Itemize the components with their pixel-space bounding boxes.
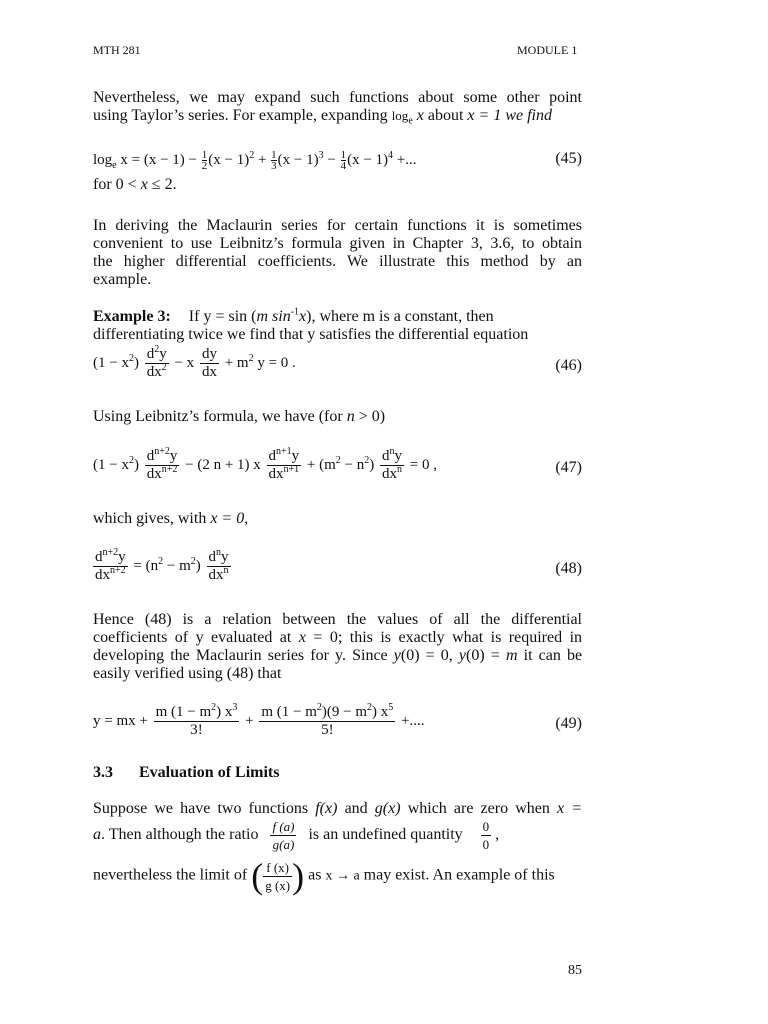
equation-47: $(1 - x^2)$ $\frac{d^{n+2}y}{dx^{n+2}}$ − (2 n + 1) x $\frac{d^{n+1}y}{dx^{n+1}}$ + $(m^2 - n^2)$ $\frac{d^ny}{dx^n}$ = 0 , (93, 446, 437, 482)
equation-45: $\log_e x = (x - 1)$ − $\frac{1}{2}$ $(x - 1)^2$ + $\frac{1}{3}$ $(x - 1)^3$ − $\frac{1}{4}$ $(x - 1)^4$ +... (93, 149, 417, 172)
example-heading: Example 3: If y = sin (m $\sin^{-1}x$), where m is a constant, then (93, 306, 494, 325)
paragraph-line: a. Then although the ratio $\frac{f (a)}{g(a)}$ is an undefined quantity $\frac{0}{0}$ , (93, 819, 500, 852)
paragraph: In deriving the Maclaurin series for certain functions it is sometimes convenient to use Leibnitz’s formula given in Chapter 3, 3.6, to obtain the higher differential coefficients. We illustrate this method by an example. (93, 217, 582, 288)
section-heading: 3.3 Evaluation of Limits (93, 764, 280, 781)
equation-number: (45) (555, 150, 582, 167)
equation-48: $\frac{d^{n+2}y}{dx^{n+2}}$ = $(n^2 - m^2)$ $\frac{d^ny}{dx^n}$ (95, 547, 229, 583)
paragraph-line: Suppose we have two functions f(x) and g(x) which are zero when x = (93, 800, 583, 817)
equation-number: (47) (555, 459, 582, 476)
paragraph-line: using Taylor’s series. For example, expanding $\log_e x$ about x = 1 we find (93, 107, 552, 127)
paragraph-line: differentiating twice we find that y satisfies the differential equation (93, 326, 529, 343)
equation-46: $(1 - x^2)$ $\frac{d^2y}{dx^2}$ − x $\frac{dy}{dx}$ + $m^2$ y = 0 . (93, 344, 296, 380)
equation-range: for 0 < x ≤ 2. (93, 176, 177, 193)
paragraph-line: Nevertheless, we may expand such functions about some other point (93, 89, 582, 106)
paragraph-line: which gives, with x = 0, (93, 510, 249, 527)
equation-number: (46) (555, 357, 582, 374)
header-module: MODULE 1 (517, 43, 578, 57)
equation-number: (49) (555, 715, 582, 732)
paragraph-line: nevertheless the limit of ( $\frac{f (x)}{g (x)}$ ) as x → a may exist. An example of this (93, 856, 555, 896)
paragraph-line: Using Leibnitz’s formula, we have (for n > 0) (93, 408, 386, 425)
header-course-code: MTH 281 (93, 43, 141, 57)
equation-number: (48) (555, 560, 582, 577)
paragraph: Hence (48) is a relation between the values of all the differential coefficients of y evaluated at x = 0; this is exactly what is required in developing the Maclaurin series for y. Since y(0) = 0, y(0) = m it can be easily verified using (48) that (93, 611, 583, 682)
page-number: 85 (568, 963, 582, 978)
equation-49: y = mx + $\frac{m (1 - m^2) x^3}{3!}$ + $\frac{m (1 - m^2)(9 - m^2) x^5}{5!}$ +.... (93, 702, 425, 738)
